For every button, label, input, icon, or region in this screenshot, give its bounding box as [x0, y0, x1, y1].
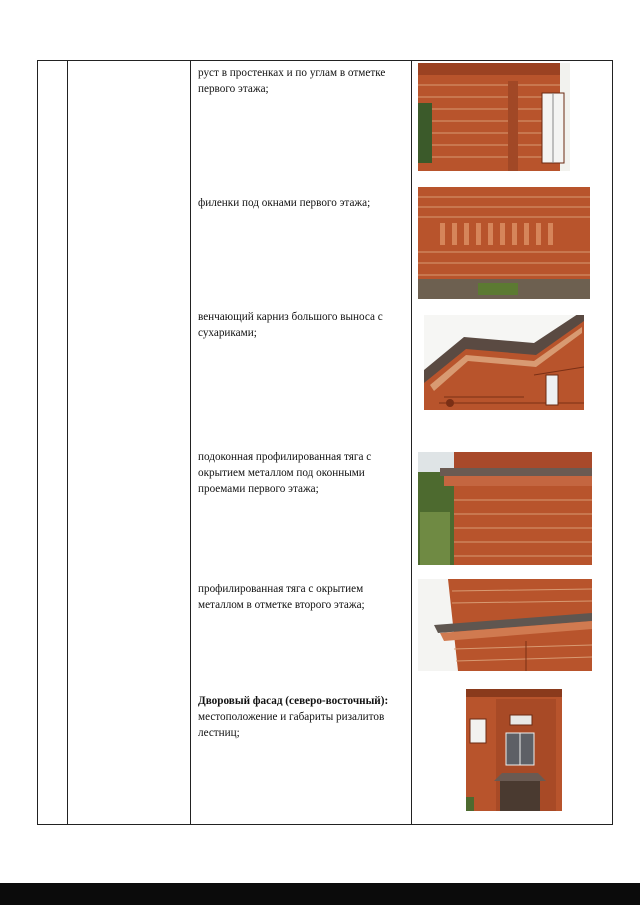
row-description: местоположение и габариты ризалитов лестниц;: [198, 711, 385, 739]
section-heading: Дворовый фасад (северо-восточный):: [198, 695, 389, 707]
column-divider-2: [190, 61, 191, 824]
crowning-cornice-photo: [424, 315, 584, 410]
courtyard-facade-photo: [466, 689, 562, 811]
second-floor-moulding-photo: [418, 579, 592, 671]
scan-bottom-border: [0, 883, 640, 905]
row-description: подоконная профилированная тяга с окрытием металлом под оконными проемами первого этажа;: [198, 451, 372, 495]
row-description-block: [198, 693, 408, 741]
rustication-pilaster-photo: [418, 63, 570, 171]
column-divider-1: [67, 61, 68, 824]
sill-moulding-photo: [418, 452, 592, 565]
row-description: венчающий карниз большого выноса с сухариками;: [198, 311, 383, 339]
row-description: руст в простенках и по углам в отметке первого этажа;: [198, 67, 386, 95]
panels-under-windows-photo: [418, 187, 590, 299]
row-description: профилированная тяга с окрытием металлом в отметке второго этажа;: [198, 583, 365, 611]
row-description: филенки под окнами первого этажа;: [198, 197, 371, 209]
page-table: [37, 60, 613, 825]
